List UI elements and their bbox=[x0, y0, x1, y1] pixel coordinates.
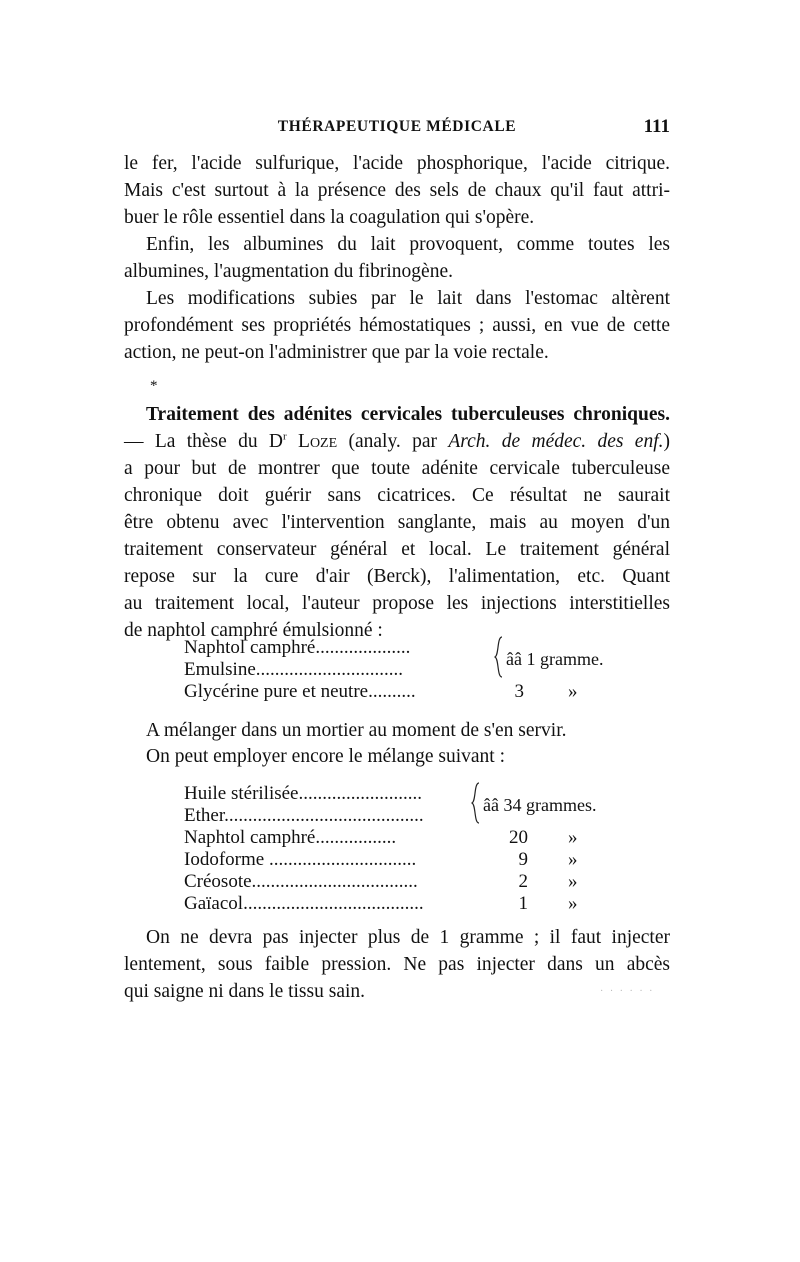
ingredient-quantity: 2 bbox=[518, 871, 528, 892]
ingredient-name: Ether.......................................... bbox=[184, 805, 424, 826]
ingredient-quantity: 1 bbox=[518, 893, 528, 914]
ditto-mark: » bbox=[568, 893, 578, 914]
ingredient-name: Gaïacol...................................... bbox=[184, 893, 424, 914]
text-line: Les modifications subies par le lait dans l'estomac altèrent bbox=[146, 288, 670, 309]
text-line: A mélanger dans un mortier au moment de s'en servir. bbox=[146, 720, 567, 741]
ingredient-name: Huile stérilisée.......................... bbox=[184, 783, 422, 804]
text-line: On ne devra pas injecter plus de 1 gramme ; il faut injecter bbox=[146, 927, 670, 948]
recipe-row bbox=[184, 681, 644, 703]
doctor-abbrev: r bbox=[283, 430, 287, 443]
ingredient-name: Naphtol camphré.................... bbox=[184, 637, 411, 658]
text-line: lentement, sous faible pression. Ne pas injecter dans un abcès bbox=[124, 954, 670, 975]
text-line: au traitement local, l'auteur propose les injections interstitielles bbox=[124, 593, 670, 614]
text-line: action, ne peut-on l'administrer que par la voie rectale. bbox=[124, 342, 549, 363]
intro-text-2: (analy. par bbox=[337, 431, 449, 452]
text-line: repose sur la cure d'air (Berck), l'alimentation, etc. Quant bbox=[124, 566, 670, 587]
brace-icon bbox=[494, 635, 504, 686]
recipe-table-1 bbox=[184, 637, 644, 707]
recipe-row bbox=[184, 871, 644, 893]
text-line: profondément ses propriétés hémostatiques ; aussi, en vue de cette bbox=[124, 315, 670, 336]
em-dash: — bbox=[124, 431, 144, 452]
ingredient-name: Naphtol camphré................. bbox=[184, 827, 397, 848]
ditto-mark: » bbox=[568, 681, 578, 702]
intro-text: La thèse du D bbox=[143, 431, 284, 452]
page-number: 111 bbox=[643, 116, 670, 137]
section-separator: * bbox=[150, 378, 158, 394]
text-line: de naphtol camphré émulsionné : bbox=[124, 620, 383, 641]
ingredient-name: Glycérine pure et neutre.......... bbox=[184, 681, 416, 702]
ditto-mark: » bbox=[568, 827, 578, 848]
ingredient-name: Créosote................................... bbox=[184, 871, 418, 892]
journal-title: Arch. de médec. des enf. bbox=[448, 431, 664, 452]
shared-quantity: ââ 1 gramme. bbox=[506, 649, 604, 669]
recipe-row bbox=[184, 893, 644, 915]
ingredient-quantity: 9 bbox=[518, 849, 528, 870]
text-line: buer le rôle essentiel dans la coagulation qui s'opère. bbox=[124, 207, 535, 228]
text-line: Enfin, les albumines du lait provoquent, comme toutes les bbox=[146, 234, 670, 255]
recipe-row bbox=[184, 849, 644, 871]
author-name: Loze bbox=[286, 431, 338, 452]
ingredient-name: Iodoforme ............................... bbox=[184, 849, 417, 870]
text-line: être obtenu avec l'intervention sanglante, mais au moyen d'un bbox=[124, 512, 670, 533]
text-line: qui saigne ni dans le tissu sain. bbox=[124, 981, 366, 1002]
ingredient-name: Emulsine............................... bbox=[184, 659, 404, 680]
text-line: traitement conservateur général et local. Le traitement général bbox=[124, 539, 670, 560]
header-title: THÉRAPEUTIQUE MÉDICALE bbox=[277, 118, 517, 135]
ditto-mark: » bbox=[568, 849, 578, 870]
text-line: Mais c'est surtout à la présence des sels de chaux qu'il faut attri- bbox=[124, 180, 670, 201]
text-line: le fer, l'acide sulfurique, l'acide phosphorique, l'acide citrique. bbox=[124, 153, 670, 174]
brace-icon bbox=[471, 781, 481, 832]
text-line: On peut employer encore le mélange suivant : bbox=[146, 746, 505, 767]
ingredient-quantity: 3 bbox=[514, 681, 524, 702]
text-line: a pour but de montrer que toute adénite cervicale tuberculeuse bbox=[124, 458, 670, 479]
article-heading: Traitement des adénites cervicales tuberculeuses chroniques. bbox=[146, 404, 670, 425]
recipe-row bbox=[184, 827, 644, 849]
text-line: chronique doit guérir sans cicatrices. Ce résultat ne saurait bbox=[124, 485, 670, 506]
shared-quantity: ââ 34 grammes. bbox=[483, 795, 597, 815]
decorative-dots: · · · · · · bbox=[600, 986, 655, 997]
recipe-table-2 bbox=[184, 783, 644, 917]
intro-text-3: ) bbox=[663, 431, 671, 452]
running-header bbox=[124, 118, 670, 140]
ingredient-quantity: 20 bbox=[509, 827, 528, 848]
article-intro-line bbox=[124, 430, 670, 454]
text-line: albumines, l'augmentation du fibrinogène. bbox=[124, 261, 453, 282]
ditto-mark: » bbox=[568, 871, 578, 892]
